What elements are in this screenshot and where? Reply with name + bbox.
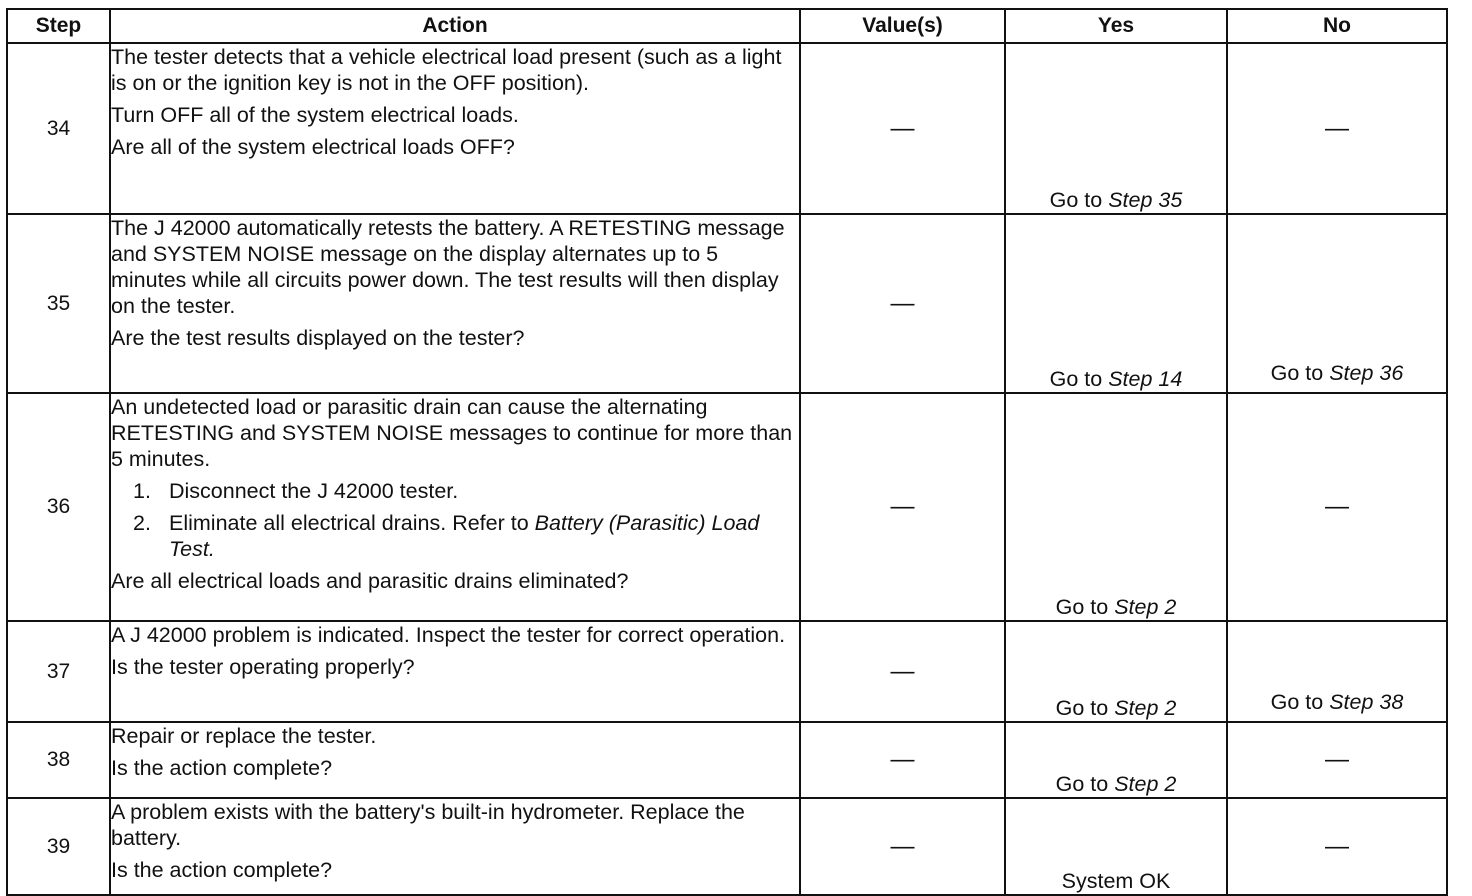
table-row-step-38 — [7, 722, 1447, 798]
list-item — [111, 478, 799, 504]
yes-goto-prefix: Go to — [1055, 696, 1109, 720]
step-number: 35 — [7, 214, 110, 393]
no-goto-prefix: Go to — [1270, 361, 1324, 385]
no-step-link[interactable]: Step 36 — [1329, 361, 1404, 385]
action-cell — [110, 393, 800, 621]
action-question: Is the tester operating properly? — [111, 655, 415, 679]
header-no: No — [1227, 9, 1447, 43]
yes-cell — [1005, 43, 1227, 214]
action-question: Are the test results displayed on the tester? — [111, 326, 525, 350]
table-row-step-37 — [7, 621, 1447, 722]
value-cell: — — [800, 798, 1005, 895]
yes-step-link[interactable]: Step 2 — [1114, 772, 1177, 796]
yes-cell — [1005, 393, 1227, 621]
step-number: 39 — [7, 798, 110, 895]
no-goto-prefix: Go to — [1270, 690, 1324, 714]
action-cell — [110, 621, 800, 722]
table-row-step-36 — [7, 393, 1447, 621]
action-text: The tester detects that a vehicle electrical load present (such as a light is on or the ignition key is not in the OFF position). — [111, 45, 782, 95]
header-action: Action — [110, 9, 800, 43]
yes-step-link[interactable]: Step 2 — [1114, 595, 1177, 619]
header-yes: Yes — [1005, 9, 1227, 43]
yes-goto-prefix: Go to — [1049, 367, 1103, 391]
action-text: Turn OFF all of the system electrical loads. — [111, 103, 519, 127]
value-cell: — — [800, 393, 1005, 621]
step-number: 36 — [7, 393, 110, 621]
no-cell: — — [1227, 393, 1447, 621]
yes-step-link[interactable]: Step 35 — [1108, 188, 1183, 212]
action-question: Is the action complete? — [111, 756, 333, 780]
no-cell: — — [1227, 43, 1447, 214]
yes-cell — [1005, 214, 1227, 393]
table-row-step-34 — [7, 43, 1447, 214]
header-step: Step — [7, 9, 110, 43]
action-text: A J 42000 problem is indicated. Inspect the tester for correct operation. — [111, 623, 786, 647]
action-question: Is the action complete? — [111, 858, 333, 882]
no-cell — [1227, 214, 1447, 393]
no-cell: — — [1227, 722, 1447, 798]
action-cell — [110, 722, 800, 798]
step-number: 34 — [7, 43, 110, 214]
yes-result-text: System OK — [1061, 869, 1171, 893]
step-number: 38 — [7, 722, 110, 798]
action-cell — [110, 214, 800, 393]
header-row — [7, 9, 1447, 43]
table-row-step-39 — [7, 798, 1447, 895]
action-text: The J 42000 automatically retests the battery. A RETESTING message and SYSTEM NOISE message on the display alternates up to 5 minutes while all circuits power down. The test results will then display on the tester. — [111, 216, 785, 318]
no-step-link[interactable]: Step 38 — [1329, 690, 1404, 714]
table-row-step-35 — [7, 214, 1447, 393]
action-question: Are all of the system electrical loads OFF? — [111, 135, 515, 159]
diagnostic-table — [6, 8, 1448, 896]
value-cell: — — [800, 621, 1005, 722]
list-item-text: Eliminate all electrical drains. Refer to — [169, 511, 529, 535]
action-steps-list — [111, 478, 799, 562]
yes-cell — [1005, 798, 1227, 895]
yes-goto-prefix: Go to — [1055, 595, 1109, 619]
action-text: A problem exists with the battery's built-in hydrometer. Replace the battery. — [111, 800, 745, 850]
action-text: Repair or replace the tester. — [111, 724, 377, 748]
list-item-text: Disconnect the J 42000 tester. — [169, 479, 459, 503]
no-cell — [1227, 621, 1447, 722]
list-item — [111, 510, 799, 562]
list-item-number: 2. — [133, 511, 151, 535]
action-cell — [110, 798, 800, 895]
value-cell: — — [800, 214, 1005, 393]
action-text: An undetected load or parasitic drain can cause the alternating RETESTING and SYSTEM NOISE messages to continue for more than 5 minutes. — [111, 395, 793, 471]
yes-goto-prefix: Go to — [1055, 772, 1109, 796]
yes-cell — [1005, 621, 1227, 722]
yes-step-link[interactable]: Step 14 — [1108, 367, 1183, 391]
action-cell — [110, 43, 800, 214]
value-cell: — — [800, 43, 1005, 214]
cross-reference-link[interactable]: Battery (Parasitic) Load Test. — [169, 511, 760, 561]
value-cell: — — [800, 722, 1005, 798]
action-question: Are all electrical loads and parasitic drains eliminated? — [111, 569, 629, 593]
yes-step-link[interactable]: Step 2 — [1114, 696, 1177, 720]
list-item-number: 1. — [133, 479, 151, 503]
yes-goto-prefix: Go to — [1049, 188, 1103, 212]
no-cell: — — [1227, 798, 1447, 895]
yes-cell — [1005, 722, 1227, 798]
step-number: 37 — [7, 621, 110, 722]
header-values: Value(s) — [800, 9, 1005, 43]
